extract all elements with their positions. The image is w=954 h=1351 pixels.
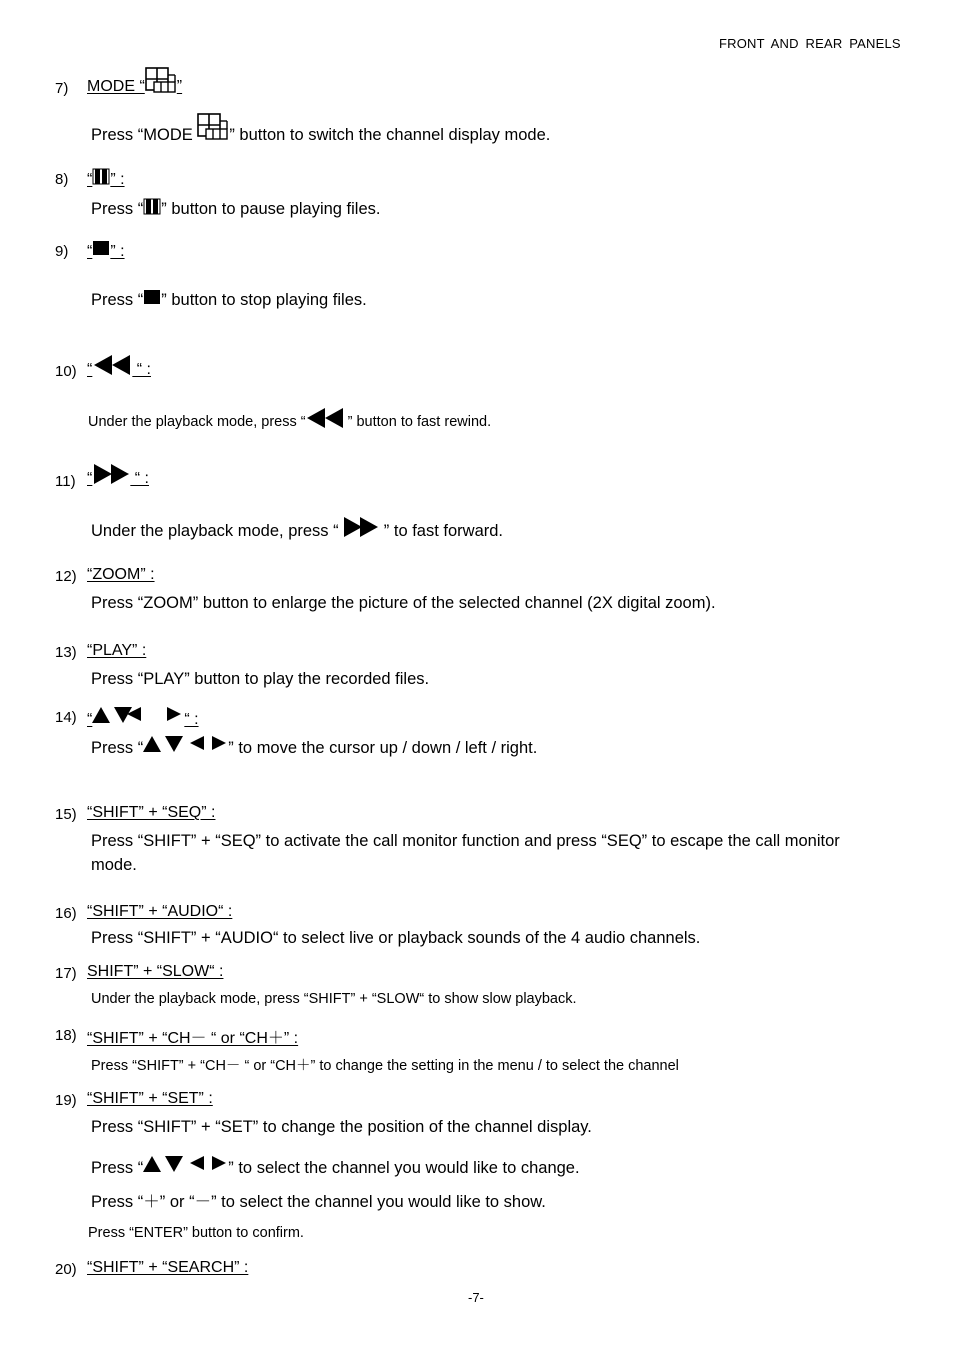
item-title: “SHIFT” + “AUDIO“ : [87,903,233,920]
item-number: 20) [55,1261,77,1278]
rewind-icon [92,355,132,375]
item-text: Press “SHIFT” + “AUDIO“ to select live or playback sounds of the 4 audio channels. [91,929,701,947]
grid-mode-icon [197,113,229,141]
item-number: 19) [55,1092,77,1109]
pause-icon [143,198,161,215]
item-text: Press “SHIFT” + “CH－ “ or “CH＋” to change the setting in the menu / to select the channel [91,1058,679,1074]
item-title: “SHIFT” + “SEQ” : [87,804,216,821]
item-title: MODE “ ” [87,78,182,96]
item-text: mode. [91,856,137,874]
arrow-keys-icon [143,1155,228,1173]
rewind-icon [306,408,344,428]
item-title: “SHIFT” + “SET” : [87,1090,213,1107]
item-text: Under the playback mode, press “SHIFT” + “SLOW“ to show slow playback. [91,991,577,1007]
stop-icon [143,289,161,305]
item-title: “ ” : [87,240,125,261]
item-title: “ZOOM” : [87,566,155,583]
item-text: Press “＋” or “－” to select the channel you would like to show. [91,1193,546,1211]
item-title: “PLAY” : [87,642,147,659]
item-title: “SHIFT” + “CH－ “ or “CH＋” : [87,1030,299,1047]
stop-icon [92,240,110,256]
item-number: 13) [55,644,77,661]
item-text: Press “ ” button to stop playing files. [91,291,367,309]
item-text: Under the playback mode, press “ ” to fast forward. [91,522,503,541]
item-number: 11) [55,473,76,490]
item-text: Press “SHIFT” + “SET” to change the position of the channel display. [91,1118,592,1136]
item-text: Press “SHIFT” + “SEQ” to activate the call monitor function and press “SEQ” to escape the call monitor [91,832,840,850]
item-number: 16) [55,905,77,922]
item-title: SHIFT” + “SLOW“ : [87,963,224,980]
arrow-keys-icon [143,735,228,753]
item-number: 8) [55,171,69,188]
item-title: “ “ : [87,470,149,488]
item-text: Press “MODE ” button to switch the channel display mode. [91,126,550,145]
item-title: “ ” : [87,168,125,189]
item-text: Under the playback mode, press “ ” button to fast rewind. [88,414,491,430]
fast-forward-icon [343,517,379,537]
item-number: 9) [55,243,69,260]
item-number: 15) [55,806,77,823]
grid-mode-icon [145,67,177,93]
arrow-keys-icon [92,706,184,724]
item-text: Press “ ” to select the channel you would like to change. [91,1155,580,1178]
item-text: Press “ ” button to pause playing files. [91,200,381,218]
item-text: Press “ ” to move the cursor up / down / left / right. [91,735,537,758]
item-number: 12) [55,568,77,585]
page-number: -7- [468,1290,484,1305]
item-number: 14) [55,709,77,726]
item-number: 17) [55,965,77,982]
pause-icon [92,168,110,185]
item-text: Press “PLAY” button to play the recorded files. [91,670,430,688]
item-number: 18) [55,1027,77,1044]
item-text: Press “ZOOM” button to enlarge the picture of the selected channel (2X digital zoom). [91,594,716,612]
item-number: 10) [55,363,77,380]
item-title: “ “ : [87,706,199,729]
item-number: 7) [55,80,69,97]
fast-forward-icon [92,464,130,484]
item-title: “ “ : [87,361,151,379]
item-text: Press “ENTER” button to confirm. [88,1225,304,1241]
page-header: FRONT AND REAR PANELS [719,36,901,51]
item-title: “SHIFT” + “SEARCH” : [87,1259,249,1276]
